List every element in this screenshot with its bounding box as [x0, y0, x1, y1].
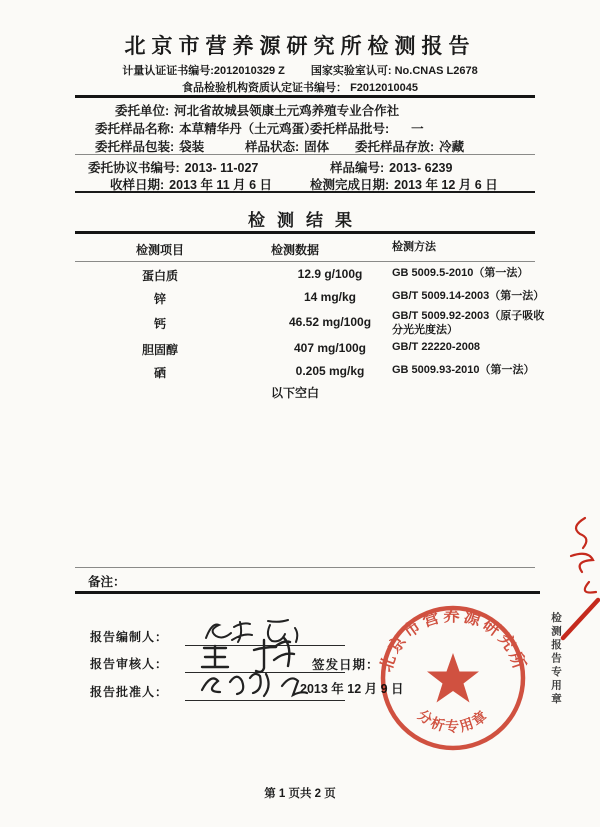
sample-name-label: 委托样品名称: [95, 122, 175, 136]
seal-side-caption: 检测报告专用章 [550, 612, 562, 707]
result-method: GB/T 5009.14-2003（第一法） [392, 290, 545, 302]
results-section-title: 检测结果 [248, 211, 364, 230]
result-item: 胆固醇 [141, 343, 178, 357]
sample-state-value: 固体 [304, 140, 330, 154]
sample-name-value: 本草精华丹（土元鸡蛋） [179, 122, 317, 136]
result-method: GB/T 5009.92-2003（原子吸收分光光度法） [392, 310, 545, 336]
result-method: GB 5009.5-2010（第一法） [392, 267, 529, 279]
info-row-sample-name [0, 119, 600, 135]
info-row-agreement [0, 158, 600, 174]
received-date-value: 2013 年 11 月 6 日 [169, 178, 273, 192]
client-label: 委托单位: [115, 104, 170, 118]
packaging-value: 袋装 [179, 140, 205, 154]
column-header-item: 检测项目 [135, 243, 184, 257]
blank-below-note: 以下空白 [270, 386, 319, 400]
info-bottom-divider [75, 191, 535, 193]
approver-label: 报告批准人： [90, 685, 169, 699]
header-divider [75, 95, 535, 98]
result-item: 钙 [153, 317, 166, 331]
agreement-number-value: 2013- 11-027 [184, 161, 259, 175]
received-date-label: 收样日期: [110, 178, 165, 192]
star-icon [427, 653, 479, 703]
column-header-method: 检测方法 [392, 241, 436, 253]
result-item: 硒 [153, 366, 166, 380]
issue-date-label: 签发日期： [312, 658, 380, 672]
food-inspection-cert-number: 食品检验机构资质认定证书编号： F2012010045 [182, 82, 418, 94]
page-number: 第 1 页共 2 页 [264, 788, 336, 800]
result-value: 12.9 g/100g [297, 267, 363, 281]
red-margin-scribble [553, 512, 600, 657]
client-value: 河北省故城县领康土元鸡养殖专业合作社 [174, 104, 400, 118]
results-header-divider [75, 261, 535, 262]
sample-number-label: 样品编号: [330, 161, 385, 175]
sample-batch-label: 委托样品批号: [310, 122, 390, 136]
issue-date-value: 2013 年 12 月 9 日 [300, 682, 404, 696]
results-top-divider [75, 231, 535, 234]
packaging-label: 委托样品包装: [95, 140, 175, 154]
info-divider [75, 154, 535, 155]
remarks-label: 备注： [88, 575, 126, 589]
seal-bottom-text: 分析专用章 [414, 706, 492, 735]
result-value: 0.205 mg/kg [295, 364, 365, 378]
sample-state-label: 样品状态: [245, 140, 300, 154]
completion-date-label: 检测完成日期: [310, 178, 390, 192]
completion-date-value: 2013 年 12 月 6 日 [394, 178, 498, 192]
result-item: 锌 [153, 292, 166, 306]
info-row-packaging [0, 137, 600, 153]
sample-batch-value: 一 [411, 122, 424, 136]
result-item: 蛋白质 [141, 269, 178, 283]
remarks-top-divider [75, 567, 535, 568]
storage-label: 委托样品存放: [355, 140, 435, 154]
metrology-cert-number: 计量认证证书编号:2012010329 Z [122, 65, 285, 77]
result-value: 407 mg/100g [293, 341, 367, 355]
result-value: 14 mg/kg [303, 290, 357, 304]
reviewer-label: 报告审核人： [90, 657, 169, 671]
seal-ring-text: 北京市营养源研究所 [378, 606, 528, 674]
certification-line [0, 62, 600, 78]
result-method: GB 5009.93-2010（第一法） [392, 364, 535, 376]
page-title: 北京市营养源研究所检测报告 [124, 35, 476, 58]
storage-value: 冷藏 [439, 140, 465, 154]
national-lab-accreditation: 国家实验室认可: No.CNAS L2678 [310, 65, 478, 77]
result-value: 46.52 mg/100g [288, 315, 372, 329]
remarks-bottom-divider [75, 591, 540, 594]
svg-text:分析专用章 [415, 707, 491, 735]
info-row-client [0, 101, 600, 117]
result-method: GB/T 22220-2008 [392, 341, 481, 353]
info-row-dates [0, 175, 600, 191]
official-seal-stamp [378, 603, 528, 758]
sample-number-value: 2013- 6239 [389, 161, 453, 175]
preparer-label: 报告编制人： [90, 630, 169, 644]
column-header-data: 检测数据 [270, 243, 319, 257]
agreement-number-label: 委托协议书编号: [88, 161, 180, 175]
